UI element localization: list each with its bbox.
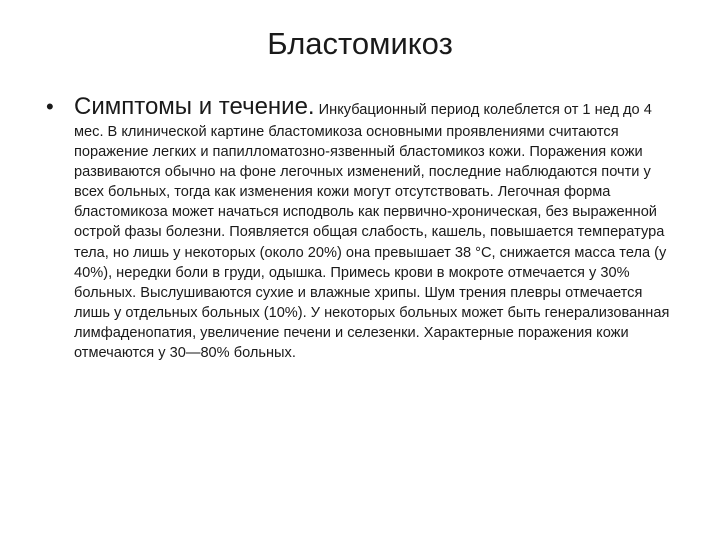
bullet-body-text: Инкубационный период колеблется от 1 нед до 4 мес. В клинической картине бластомикоза основными проявлениями считаются поражение легких и папилломатозно-язвенный бластомикоз кожи. Поражения кожи развиваются обычно на фоне легочных изменений, последние наблюдаются почти у всех больных, тогда как изменения кожи могут отсутствовать. Легочная форма бластомикоза может начаться исподволь как первично-хроническая, без выраженной острой фазы болезни. Появляется общая слабость, кашель, повышается температура тела, но лишь у некоторых (около 20%) она превышает 38 °С, снижается масса тела (у 40%), нередки боли в груди, одышка. Примесь крови в мокроте отмечается у 30% больных. Выслушиваются сухие и влажные хрипы. Шум трения плевры отмечается лишь у отдельных больных (10%). У некоторых больных может быть генерализованная лимфаденопатия, увеличение печени и селезенки. Характерные поражения кожи отмечаются у 30—80% больных. — [74, 102, 670, 362]
slide-title: Бластомикоз — [267, 26, 453, 61]
bullet-dot-icon: • — [46, 94, 54, 119]
slide-content — [40, 92, 680, 363]
bullet-paragraph — [74, 92, 680, 363]
bullet-item — [40, 92, 680, 363]
bullet-lead-text: Симптомы и течение. — [74, 93, 315, 120]
